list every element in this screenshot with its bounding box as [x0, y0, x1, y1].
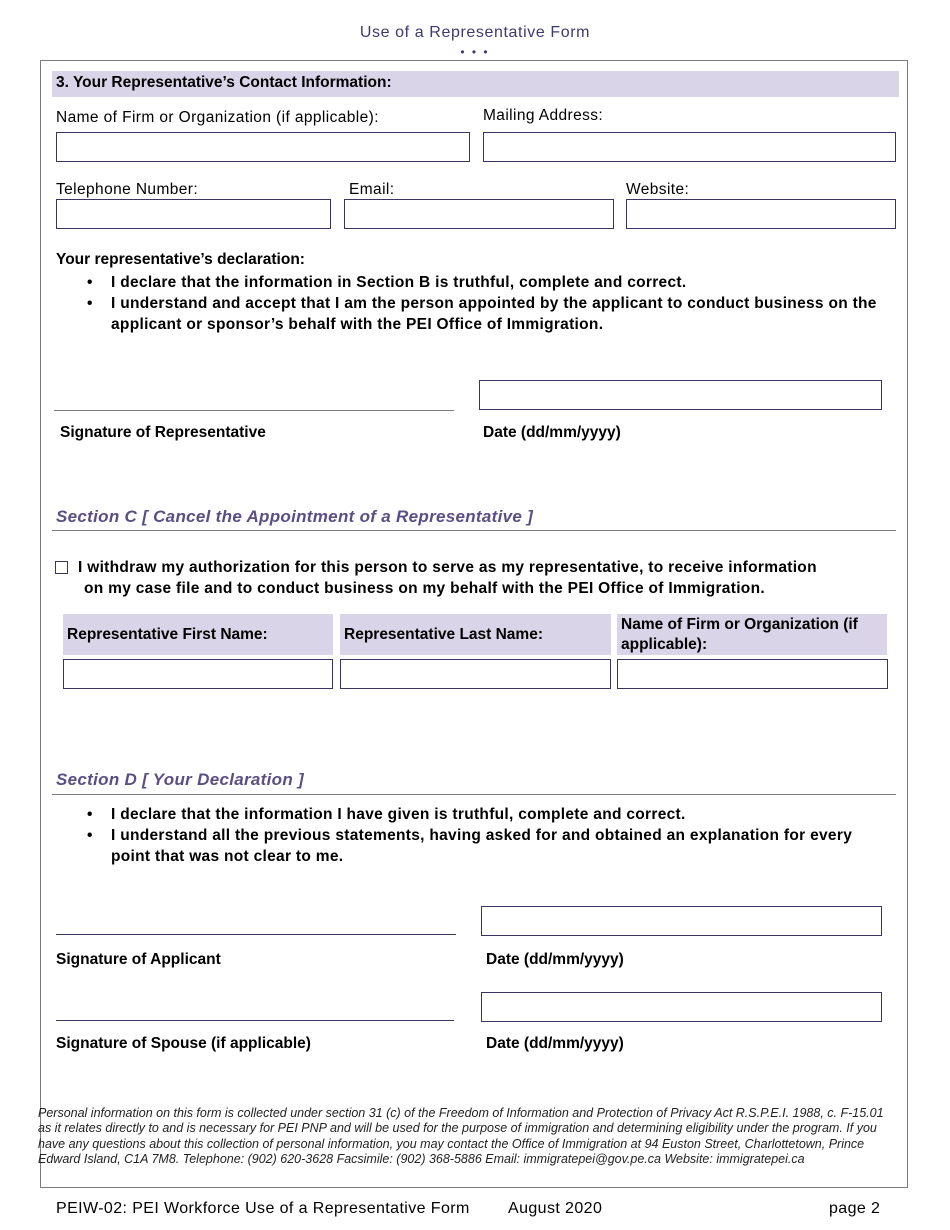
col-header-firm: Name of Firm or Organization (if applicable): [617, 614, 887, 655]
withdraw-text-line1: I withdraw my authorization for this person to serve as my representative, to receive information [78, 559, 817, 576]
firm-label: Name of Firm or Organization (if applicable): [56, 109, 379, 126]
email-label: Email: [349, 181, 395, 198]
rep-date-label: Date (dd/mm/yyyy) [483, 424, 621, 441]
rep-first-name-input[interactable] [63, 659, 333, 689]
section-3-band [52, 71, 899, 97]
section-3-title: 3. Your Representative’s Contact Information: [56, 74, 392, 91]
footer-date: August 2020 [508, 1200, 603, 1217]
email-input[interactable] [344, 199, 614, 229]
spouse-signature-label: Signature of Spouse (if applicable) [56, 1035, 311, 1052]
section-d-rule [52, 794, 896, 795]
footer-page-number: page 2 [829, 1200, 881, 1217]
applicant-signature-label: Signature of Applicant [56, 951, 221, 968]
applicant-signature-line[interactable] [56, 934, 456, 935]
rep-declaration-heading: Your representative’s declaration: [56, 251, 305, 268]
section-d-title: Section D [ Your Declaration ] [56, 770, 304, 789]
col-header-first-name: Representative First Name: [63, 614, 333, 655]
list-item: • I understand and accept that I am the person appointed by the applicant to conduct business on the applicant or sponsor’s behalf with the PEI Office of Immigration. [87, 295, 877, 333]
website-label: Website: [626, 181, 690, 198]
col-header-last-name: Representative Last Name: [340, 614, 611, 655]
rep-signature-label: Signature of Representative [60, 424, 266, 441]
applicant-date-input[interactable] [481, 906, 882, 936]
withdraw-text-line2: on my case file and to conduct business on my behalf with the PEI Office of Immigration. [84, 580, 765, 597]
list-item: • I declare that the information in Section B is truthful, complete and correct. [87, 274, 687, 291]
applicant-date-label: Date (dd/mm/yyyy) [486, 951, 624, 968]
telephone-label: Telephone Number: [56, 181, 199, 198]
mailing-address-label: Mailing Address: [483, 107, 604, 124]
privacy-notice: Personal information on this form is collected under section 31 (c) of the Freedom of Information and Protection of Privacy Act R.S.P.E.I. 1988, c. F-15.01 as it relates directly to and is necessary for PEI PNP and will be used for the purpose of immigration and determining eligibility under the program. If you have any questions about this collection of personal information, you may contact the Office of Immigration at 94 Euston Street, Charlottetown, Prince Edward Island, C1A 7M8. Telephone: (902) 620-3628 Facsimile: (902) 368-5886 Email: immigratepei@gov.pe.ca Website: immigratepei.ca [38, 1106, 884, 1166]
rep-date-input[interactable] [479, 380, 882, 410]
telephone-input[interactable] [56, 199, 331, 229]
spouse-signature-line[interactable] [56, 1020, 454, 1021]
footer-form-id: PEIW-02: PEI Workforce Use of a Representative Form [56, 1200, 470, 1217]
list-item: • I understand all the previous statements, having asked for and obtained an explanation for every point that was not clear to me. [87, 827, 853, 865]
form-header-title: Use of a Representative Form [359, 24, 591, 41]
rep-last-name-input[interactable] [340, 659, 611, 689]
firm-input[interactable] [56, 132, 470, 162]
list-item: • I declare that the information I have given is truthful, complete and correct. [87, 806, 686, 823]
declaration-list [56, 804, 901, 867]
section-c-title: Section C [ Cancel the Appointment of a Representative ] [56, 507, 534, 526]
spouse-date-input[interactable] [481, 992, 882, 1022]
section-c-rule [52, 530, 896, 531]
rep-firm-input[interactable] [617, 659, 888, 689]
spouse-date-label: Date (dd/mm/yyyy) [486, 1035, 624, 1052]
withdraw-checkbox[interactable] [55, 561, 68, 574]
website-input[interactable] [626, 199, 896, 229]
header-dots: • • • [460, 45, 490, 59]
rep-signature-line[interactable] [54, 410, 454, 411]
mailing-address-input[interactable] [483, 132, 896, 162]
rep-declaration-list [56, 272, 901, 335]
